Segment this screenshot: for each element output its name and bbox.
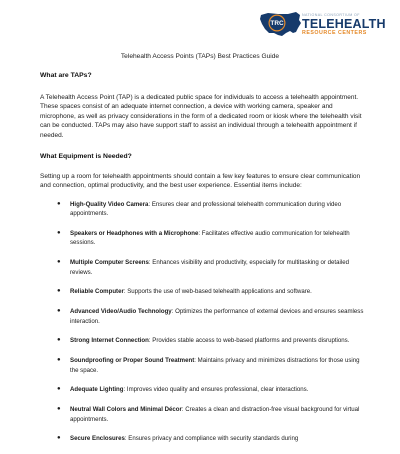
bullet-icon: ● [57,337,61,344]
bullet-icon: ● [57,435,61,442]
logo-small-line: NATIONAL CONSORTIUM OF [302,13,360,17]
document-title: Telehealth Access Points (TAPs) Best Practices Guide [120,53,280,60]
list-item [40,307,368,326]
item-desc: : Ensures clear and professional telehealth communication during video appointments. [70,200,342,218]
list-item [40,385,368,394]
bullet-icon: ● [57,386,61,393]
item-desc: : Optimizes the performance of external devices and ensures seamless interaction. [70,308,364,325]
item-term: Multiple Computer Screens [70,259,149,267]
section-body-equipment: Setting up a room for telehealth appointments should contain a few key features to ensure clear communication and connection, optimal productivity, and the best user experience. Essential items include: [40,173,361,190]
us-map-logo-icon [258,6,304,46]
list-item [40,336,368,345]
bullet-icon: ● [57,200,61,207]
bullet-icon: ● [57,406,61,413]
logo-badge-text: TRC [270,20,284,28]
bullet-icon: ● [57,259,61,266]
item-term: High-Quality Video Camera [70,200,149,208]
bullet-icon: ● [57,230,61,237]
item-desc: : Improves video quality and ensures professional, clear interactions. [123,386,309,394]
item-term: Soundproofing or Proper Sound Treatment [70,357,195,365]
bullet-icon: ● [57,357,61,364]
bullet-icon: ● [57,288,61,295]
item-desc: : Provides stable access to web-based platforms and prevents disruptions. [148,337,350,345]
item-term: Advanced Video/Audio Technology [70,308,172,316]
section-body-taps: A Telehealth Access Point (TAP) is a dedicated public space for individuals to access a telehealth appointment. These spaces consist of an adequate internet connection, a device with working camera, speaker and microphone, as well as privacy considerations in the form of a dedicated room or kiosk where the telehealth visit can be conducted. TAPs may also have support staff to assist an individual through a telehealth appointment if needed. [40,94,362,139]
logo-sub-line: RESOURCE CENTERS [302,30,367,36]
document-body [40,68,368,454]
item-desc: : Creates a clean and distraction-free visual background for virtual appointments. [70,406,360,423]
item-desc: : Supports the use of web-based telehealth applications and software. [123,288,312,296]
list-item [40,200,368,219]
list-item [40,434,368,443]
item-term: Reliable Computer [70,288,124,296]
item-term: Secure Enclosures [70,435,125,443]
list-item [40,287,368,296]
list-item [40,258,368,277]
item-desc: : Enhances visibility and productivity, especially for multitasking or detailed reviews. [70,259,349,276]
item-term: Speakers or Headphones with a Microphone [70,230,199,238]
section-heading-taps: What are TAPs? [40,72,92,79]
equipment-list [40,200,368,444]
list-item [40,229,368,248]
list-item [40,356,368,375]
section-heading-equipment: What Equipment is Needed? [40,153,132,161]
item-term: Neutral Wall Colors and Minimal Décor [70,406,182,414]
item-desc: : Maintains privacy and minimizes distractions for those using the space. [70,357,360,374]
item-desc: : Ensures privacy and compliance with security standards during [124,435,299,443]
list-item [40,405,368,424]
trc-logo [258,6,394,46]
logo-big-line: TELEHEALTH [302,17,386,31]
item-term: Strong Internet Connection [70,337,149,345]
logo-wordmark [302,13,394,37]
bullet-icon: ● [57,308,61,315]
item-desc: : Facilitates effective audio communication for telehealth sessions. [70,230,350,247]
item-term: Adequate Lighting [70,386,124,394]
